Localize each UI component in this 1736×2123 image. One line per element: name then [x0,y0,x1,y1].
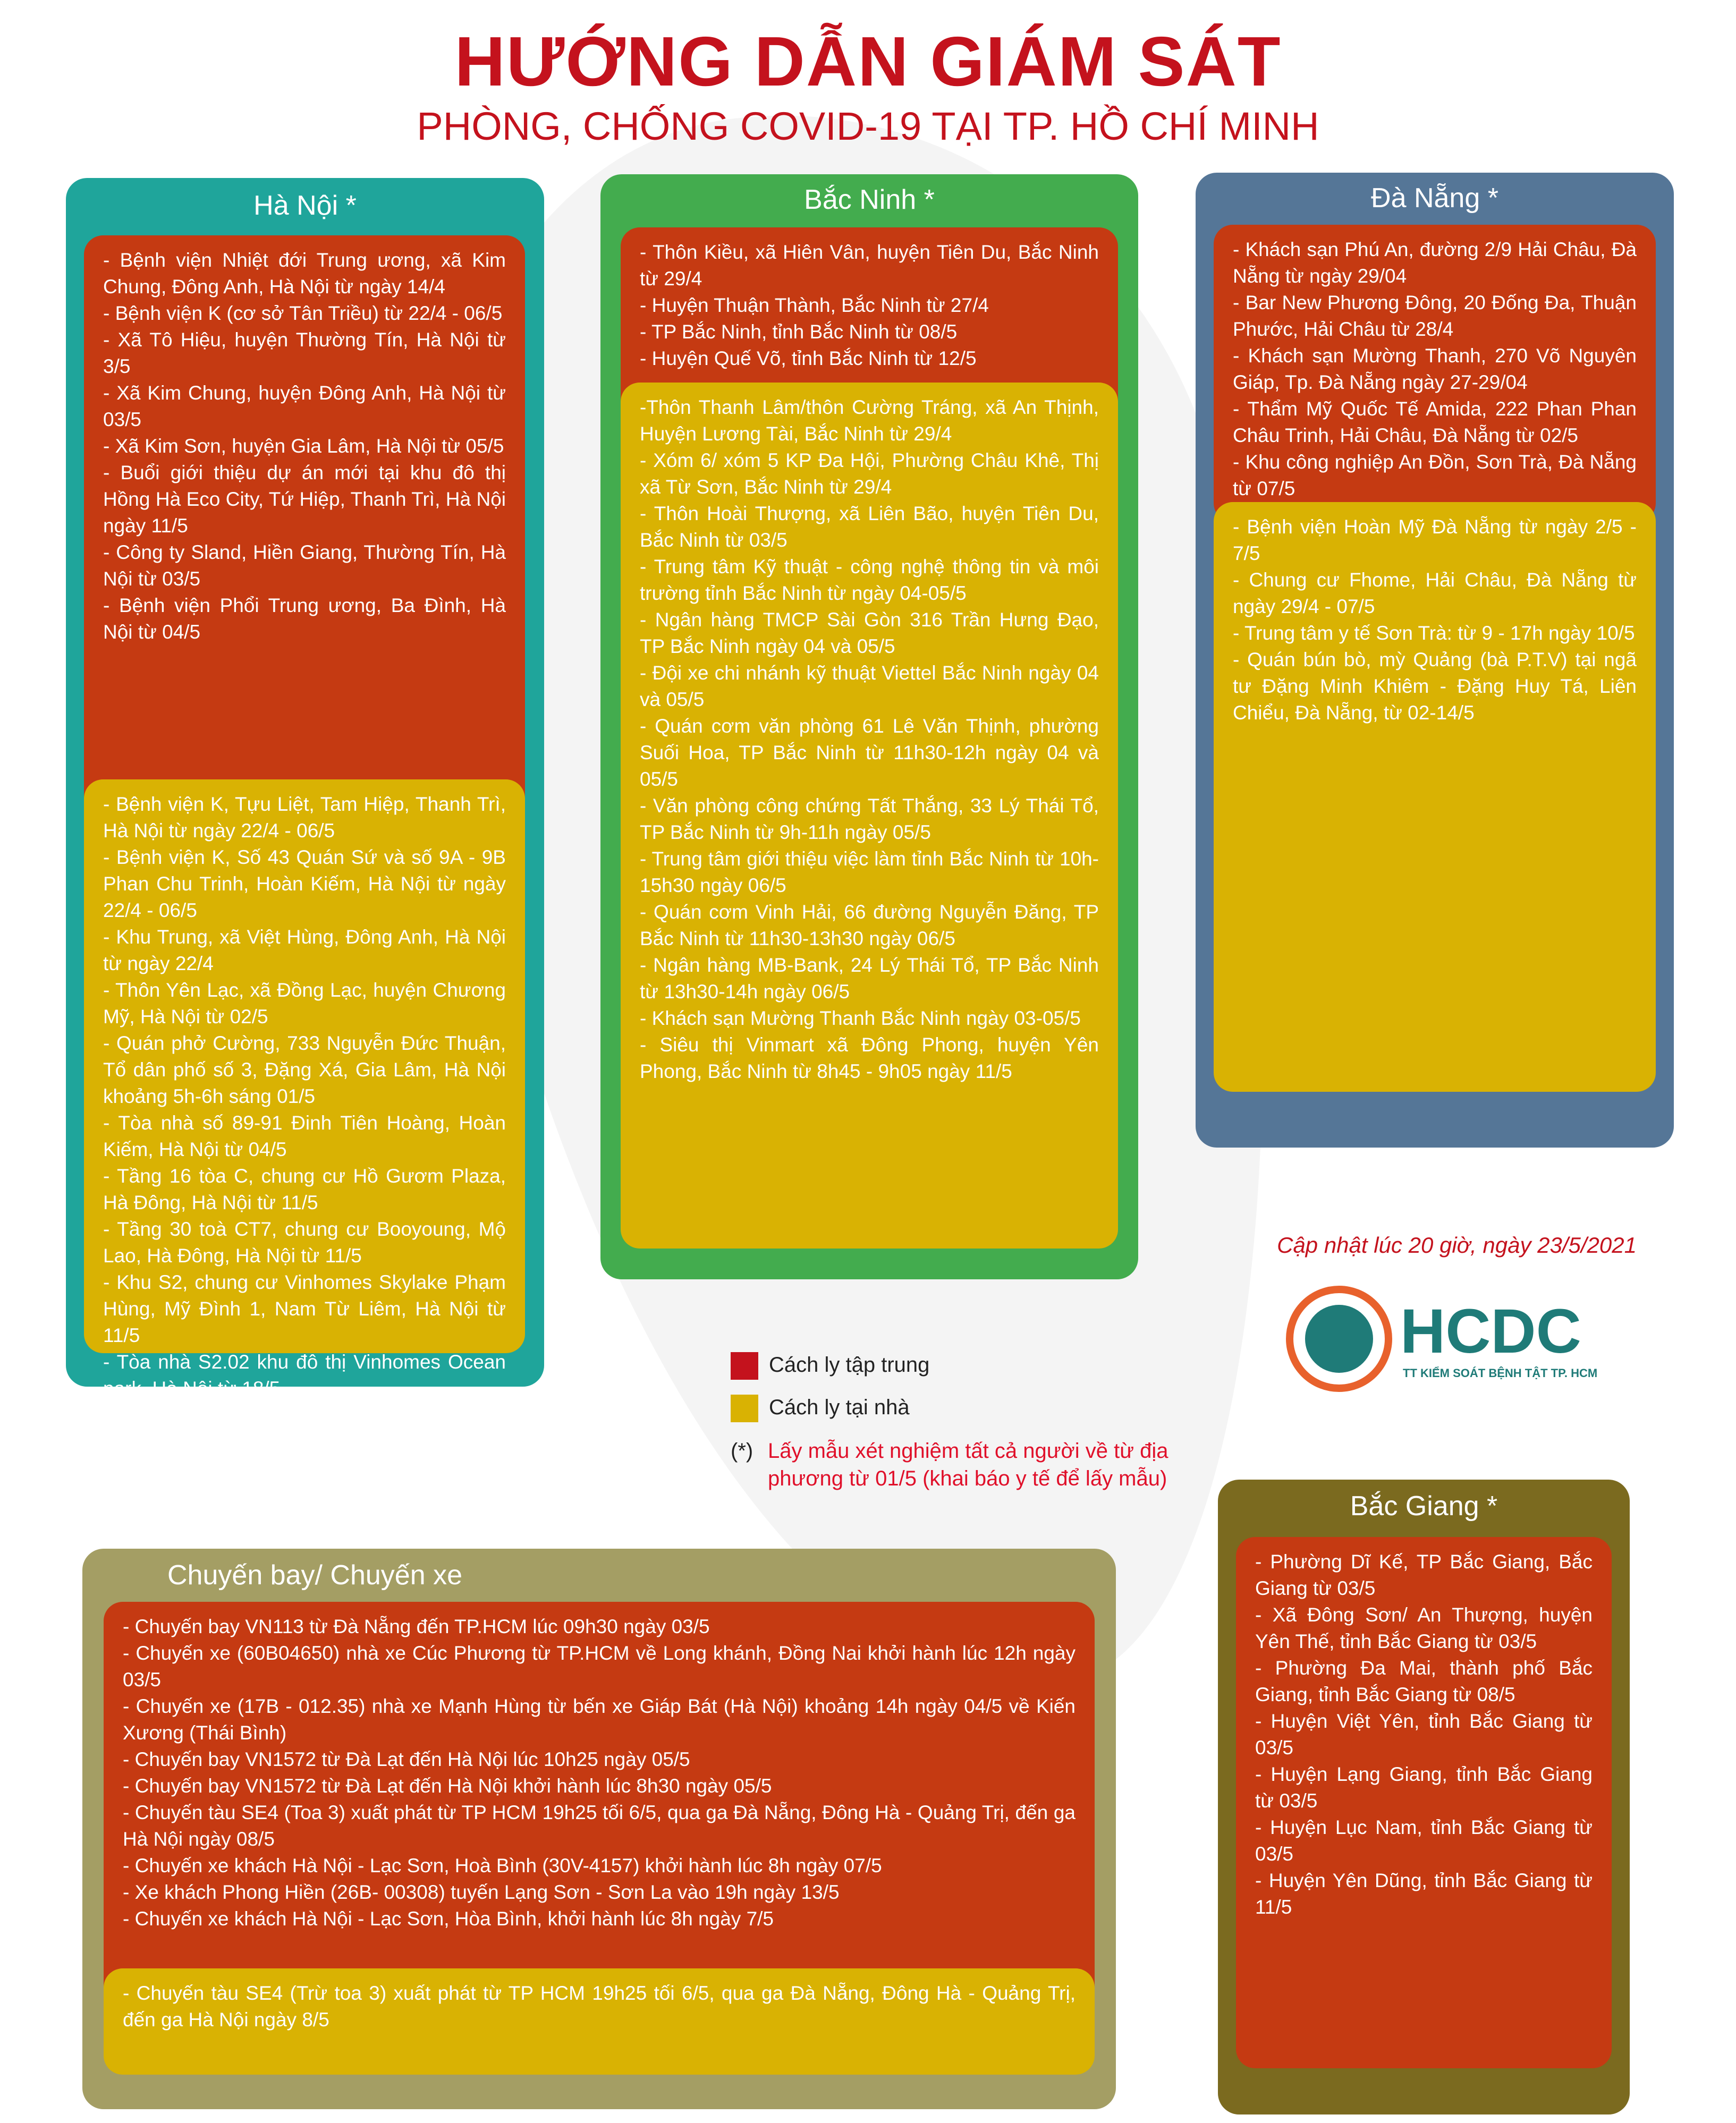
flights-panel-title: Chuyến bay/ Chuyến xe [167,1560,463,1591]
list-item: - Huyện Yên Dũng, tỉnh Bắc Giang từ 11/5 [1255,1867,1593,1921]
bacgiang-panel-title: Bắc Giang * [1350,1491,1498,1522]
hanoi-central-isolation-list [84,235,525,814]
legend-home-label: Cách ly tại nhà [769,1396,910,1419]
list-item: - Chuyến tàu SE4 (Trừ toa 3) xuất phát từ TP HCM 19h25 tối 6/5, qua ga Đà Nẵng, Đông Hà - Quảng Trị, đến ga Hà Nội ngày 8/5 [123,1982,1076,2031]
list-item: - Ngân hàng MB-Bank, 24 Lý Thái Tổ, TP Bắc Ninh từ 13h30-14h ngày 06/5 [640,954,1099,1003]
list-item: - Trung tâm giới thiệu việc làm tỉnh Bắc Ninh từ 10h-15h30 ngày 06/5 [640,848,1099,896]
list-item: - Thôn Hoài Thượng, xã Liên Bão, huyện Tiên Du, Bắc Ninh từ 03/5 [640,503,1099,551]
list-item: - Tòa nhà số 89-91 Đinh Tiên Hoàng, Hoàn Kiếm, Hà Nội từ 04/5 [103,1110,506,1163]
update-timestamp: Cập nhật lúc 20 giờ, ngày 23/5/2021 [1277,1233,1637,1258]
list-item: - Bệnh viện K, Tựu Liệt, Tam Hiệp, Thanh Trì, Hà Nội từ ngày 22/4 - 06/5 [103,791,506,844]
flights-yellow-items [123,1980,1076,2033]
bacgiang-central-isolation-list [1236,1537,1612,2068]
bacninh-panel [600,174,1138,1279]
danang-panel-title: Đà Nẵng * [1371,183,1498,214]
list-item: - Khu công nghiệp An Đồn, Sơn Trà, Đà Nẵng từ 07/5 [1233,449,1637,502]
list-item: - Chuyến bay VN1572 từ Đà Lạt đến Hà Nội lúc 10h25 ngày 05/5 [123,1746,1076,1773]
hanoi-panel [66,178,544,1453]
bacninh-yellow-items [640,394,1099,1085]
hcdc-logo [1286,1286,1621,1397]
list-item: - Huyện Việt Yên, tỉnh Bắc Giang từ 03/5 [1255,1708,1593,1761]
list-item: - Tòa nhà S2.02 khu đô thị Vinhomes Ocean park, Hà Nội từ 18/5 [103,1349,506,1402]
hanoi-red-items [103,247,506,646]
flights-home-isolation-list [104,1968,1095,2075]
list-item: -Thôn Thanh Lâm/thôn Cường Tráng, xã An Thịnh, Huyện Lương Tài, Bắc Ninh từ 29/4 [640,396,1099,445]
legend-note-text: Lấy mẫu xét nghiệm tất cả người về từ địa phương từ 01/5 (khai báo y tế để lấy mẫu) [768,1439,1168,1490]
list-item: - Chuyến bay VN113 từ Đà Nẵng đến TP.HCM lúc 09h30 ngày 03/5 [123,1614,1076,1640]
list-item: - Đội xe chi nhánh kỹ thuật Viettel Bắc Ninh ngày 04 và 05/5 [640,662,1099,710]
danang-red-items [1233,236,1637,502]
flights-red-items [123,1614,1076,1932]
list-item: - Bệnh viện K, Số 43 Quán Sứ và số 9A - 9B Phan Chu Trinh, Hoàn Kiếm, Hà Nội từ ngày 22/4 - 06/5 [103,844,506,924]
list-item: - Phường Đa Mai, thành phố Bắc Giang, tỉnh Bắc Giang từ 08/5 [1255,1655,1593,1708]
hcdc-logo-text: HCDC [1400,1296,1581,1366]
list-item: - Park 9, park 11, Times City, Mai Động, Hoàng Mai, Hà Nội từ 19/5 [103,1402,506,1455]
list-item: - Bệnh viện Hoàn Mỹ Đà Nẵng từ ngày 2/5 - 7/5 [1233,514,1637,567]
list-item: - Khách sạn Mường Thanh Bắc Ninh ngày 03-05/5 [640,1007,1081,1029]
list-item: - Quán cơm văn phòng 61 Lê Văn Thịnh, phường Suối Hoa, TP Bắc Ninh từ 11h30-12h ngày 04 và 05/5 [640,715,1099,790]
list-item: - Huyện Thuận Thành, Bắc Ninh từ 27/4 [640,292,1099,319]
legend-central-label: Cách ly tập trung [769,1353,930,1377]
list-item: - Trung tâm y tế Sơn Trà: từ 9 - 17h ngày 10/5 [1233,620,1637,647]
list-item: - Chuyến xe khách Hà Nội - Lạc Sơn, Hoà Bình (30V-4157) khởi hành lúc 8h ngày 07/5 [123,1853,1076,1879]
list-item: - Công ty Sland, Hiền Giang, Thường Tín, Hà Nội từ 03/5 [103,539,506,592]
legend-home-swatch [731,1395,758,1422]
list-item: - Chuyến xe (60B04650) nhà xe Cúc Phương từ TP.HCM về Long khánh, Đồng Nai khởi hành lúc 12h ngày 03/5 [123,1640,1076,1693]
list-item: - Xã Đông Sơn/ An Thượng, huyện Yên Thế, tỉnh Bắc Giang từ 03/5 [1255,1602,1593,1655]
list-item: - Quán bún bò, mỳ Quảng (bà P.T.V) tại ngã tư Đặng Minh Khiêm - Đặng Huy Tá, Liên Chiểu, Đà Nẵng, từ 02-14/5 [1233,647,1637,726]
list-item: - Phường Dĩ Kế, TP Bắc Giang, Bắc Giang từ 03/5 [1255,1549,1593,1602]
list-item: - Ngân hàng TMCP Sài Gòn 316 Trần Hưng Đạo, TP Bắc Ninh ngày 04 và 05/5 [640,609,1099,657]
list-item: - Chuyến xe (17B - 012.35) nhà xe Mạnh Hùng từ bến xe Giáp Bát (Hà Nội) khoảng 14h ngày 04/5 về Kiến Xương (Thái Bình) [123,1693,1076,1746]
list-item: - Bar New Phương Đông, 20 Đống Đa, Thuận Phước, Hải Châu từ 28/4 [1233,290,1637,343]
bacgiang-red-items [1255,1549,1593,1921]
hcdc-emblem-inner [1305,1305,1373,1373]
danang-panel [1196,173,1674,1148]
danang-central-isolation-list [1214,225,1656,522]
list-item: - Bệnh viện K (cơ sở Tân Triều) từ 22/4 - 06/5 [103,300,506,327]
bacninh-panel-title: Bắc Ninh * [804,184,935,215]
list-item: - Thôn Yên Lạc, xã Đồng Lạc, huyện Chương Mỹ, Hà Nội từ 02/5 [103,977,506,1030]
list-item: - Thôn Kiều, xã Hiên Vân, huyện Tiên Du, Bắc Ninh từ 29/4 [640,239,1099,292]
hcdc-emblem-icon [1286,1286,1392,1392]
hanoi-yellow-items [103,791,506,1455]
list-item: - Tầng 30 toà CT7, chung cư Booyoung, Mộ Lao, Hà Đông, Hà Nội từ 11/5 [103,1216,506,1269]
list-item: - Khu Trung, xã Việt Hùng, Đông Anh, Hà Nội từ ngày 22/4 [103,924,506,977]
bacgiang-panel [1218,1480,1630,2114]
hanoi-panel-title: Hà Nội * [253,190,357,221]
bacninh-red-items [640,239,1099,372]
danang-yellow-items [1233,514,1637,726]
list-item: - Bệnh viện Nhiệt đới Trung ương, xã Kim Chung, Đông Anh, Hà Nội từ ngày 14/4 [103,247,506,300]
legend-central-swatch [731,1352,758,1380]
list-item: - Xã Kim Chung, huyện Đông Anh, Hà Nội từ 03/5 [103,380,506,433]
legend-note-mark: (*) [731,1439,753,1463]
flights-panel [82,1549,1116,2109]
list-item: - Siêu thị Vinmart xã Đông Phong, huyện Yên Phong, Bắc Ninh từ 8h45 - 9h05 ngày 11/5 [640,1034,1099,1082]
page-title: HƯỚNG DẪN GIÁM SÁT [454,22,1282,100]
list-item: - Huyện Lạng Giang, tỉnh Bắc Giang từ 03/5 [1255,1761,1593,1814]
list-item: - Huyện Lục Nam, tỉnh Bắc Giang từ 03/5 [1255,1814,1593,1867]
list-item: - Văn phòng công chứng Tất Thắng, 33 Lý Thái Tổ, TP Bắc Ninh từ 9h-11h ngày 05/5 [640,795,1099,843]
list-item: - Xóm 6/ xóm 5 KP Đa Hội, Phường Châu Khê, Thị xã Từ Sơn, Bắc Ninh từ 29/4 [640,449,1099,498]
flights-central-isolation-list [104,1602,1095,2006]
list-item: - Buổi giới thiệu dự án mới tại khu đô thị Hồng Hà Eco City, Tứ Hiệp, Thanh Trì, Hà Nội ngày 11/5 [103,460,506,539]
list-item: - Trung tâm Kỹ thuật - công nghệ thông tin và môi trường tỉnh Bắc Ninh từ ngày 04-05/5 [640,556,1099,604]
list-item: - Xe khách Phong Hiền (26B- 00308) tuyến Lạng Sơn - Sơn La vào 19h ngày 13/5 [123,1879,1076,1906]
hcdc-logo-subtitle: TT KIỂM SOÁT BỆNH TẬT TP. HCM [1403,1366,1598,1380]
list-item: - Quán cơm Vinh Hải, 66 đường Nguyễn Đăng, TP Bắc Ninh từ 11h30-13h30 ngày 06/5 [640,901,1099,949]
list-item: - Xã Kim Sơn, huyện Gia Lâm, Hà Nội từ 05/5 [103,433,506,460]
list-item: - Chuyến xe khách Hà Nội - Lạc Sơn, Hòa Bình, khởi hành lúc 8h ngày 7/5 [123,1906,1076,1932]
list-item: - Bệnh viện Phổi Trung ương, Ba Đình, Hà Nội từ 04/5 [103,592,506,646]
list-item: - Chuyến bay VN1572 từ Đà Lạt đến Hà Nội khởi hành lúc 8h30 ngày 05/5 [123,1773,1076,1799]
list-item: - Huyện Quế Võ, tỉnh Bắc Ninh từ 12/5 [640,345,1099,372]
list-item: - Chung cư Fhome, Hải Châu, Đà Nẵng từ ngày 29/4 - 07/5 [1233,567,1637,620]
list-item: - TP Bắc Ninh, tỉnh Bắc Ninh từ 08/5 [640,319,1099,345]
bacninh-home-isolation-list [621,383,1118,1249]
list-item: - Chuyến tàu SE4 (Toa 3) xuất phát từ TP HCM 19h25 tối 6/5, qua ga Đà Nẵng, Đông Hà - Quảng Trị, đến ga Hà Nội ngày 08/5 [123,1799,1076,1853]
list-item: - Xã Tô Hiệu, huyện Thường Tín, Hà Nội từ 3/5 [103,327,506,380]
hanoi-home-isolation-list [84,779,525,1453]
list-item: - Thẩm Mỹ Quốc Tế Amida, 222 Phan Phan Châu Trinh, Hải Châu, Đà Nẵng từ 02/5 [1233,396,1637,449]
danang-home-isolation-list [1214,502,1656,1092]
list-item: - Tầng 16 tòa C, chung cư Hồ Gươm Plaza, Hà Đông, Hà Nội từ 11/5 [103,1163,506,1216]
list-item: - Khách sạn Phú An, đường 2/9 Hải Châu, Đà Nẵng từ ngày 29/04 [1233,236,1637,290]
list-item: - Khách sạn Mường Thanh, 270 Võ Nguyên Giáp, Tp. Đà Nẵng ngày 27-29/04 [1233,343,1637,396]
list-item: - Quán phở Cường, 733 Nguyễn Đức Thuận, Tổ dân phố số 3, Đặng Xá, Gia Lâm, Hà Nội khoảng 5h-6h sáng 01/5 [103,1030,506,1110]
page-subtitle: PHÒNG, CHỐNG COVID-19 TẠI TP. HỒ CHÍ MINH [417,104,1319,148]
list-item: - Khu S2, chung cư Vinhomes Skylake Phạm Hùng, Mỹ Đình 1, Nam Từ Liêm, Hà Nội từ 11/5 [103,1269,506,1349]
